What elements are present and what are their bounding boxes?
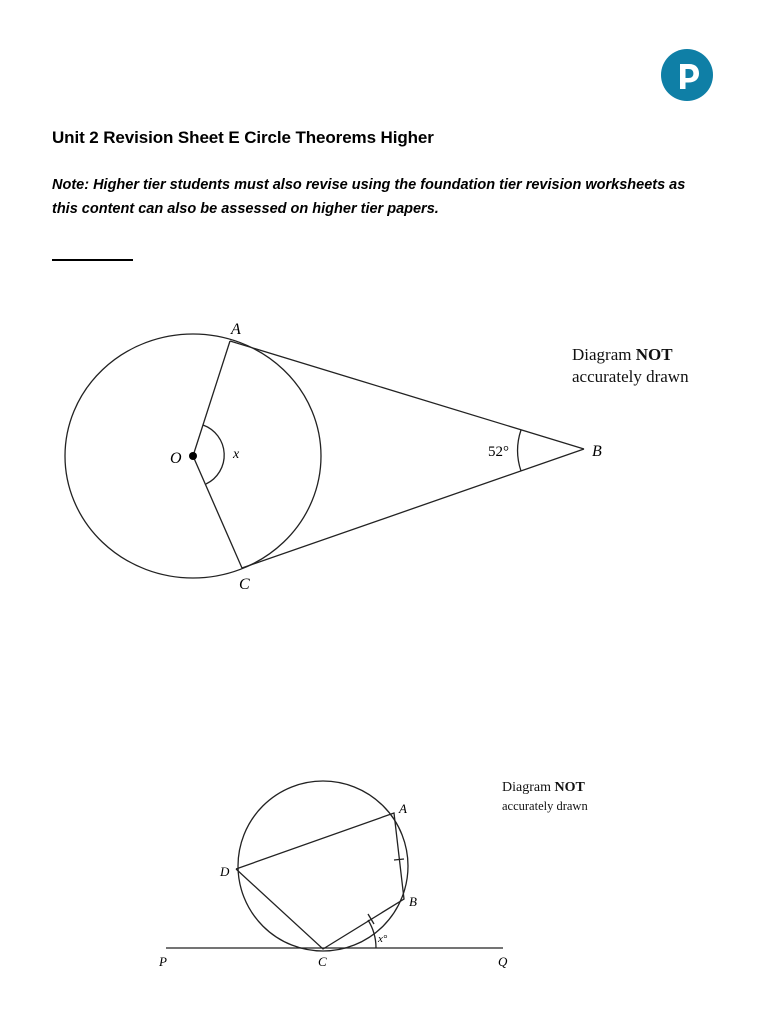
label-p: P: [159, 954, 167, 969]
label-b: B: [409, 894, 417, 909]
label-x: x°: [378, 933, 388, 945]
angle-b-arc: [518, 430, 521, 471]
angle-x-arc: [368, 920, 376, 948]
cyclic-quadrilateral-diagram: [0, 770, 768, 980]
quadrilateral: [236, 813, 404, 949]
angle-52-label: 52°: [488, 444, 509, 460]
label-c: C: [239, 576, 250, 593]
angle-x-arc: [203, 425, 224, 484]
label-c: C: [318, 954, 327, 969]
divider: [52, 259, 133, 261]
radius-oa: [193, 341, 230, 456]
tangent-cb: [242, 449, 584, 568]
label-b: B: [592, 443, 602, 460]
revision-note: Note: Higher tier students must also revise using the foundation tier revision worksheets as this content can also be assessed on higher tier papers.: [52, 177, 686, 217]
pearson-logo-icon: [661, 49, 713, 101]
label-d: D: [220, 864, 230, 879]
diagram-1-caption: Diagram NOT accurately drawn: [572, 345, 689, 386]
label-a: A: [399, 801, 407, 816]
tangent-ab: [230, 341, 584, 449]
label-o: O: [170, 450, 182, 467]
label-x: x: [233, 447, 240, 462]
centre-point: [189, 452, 197, 460]
page-title: Unit 2 Revision Sheet E Circle Theorems Higher: [52, 128, 434, 147]
circle: [238, 781, 408, 951]
diagram-2-caption: Diagram NOT accurately drawn: [502, 780, 588, 813]
label-a: A: [231, 321, 241, 338]
label-q: Q: [498, 954, 508, 969]
tick-ab: [394, 859, 404, 860]
radius-oc: [193, 456, 242, 568]
